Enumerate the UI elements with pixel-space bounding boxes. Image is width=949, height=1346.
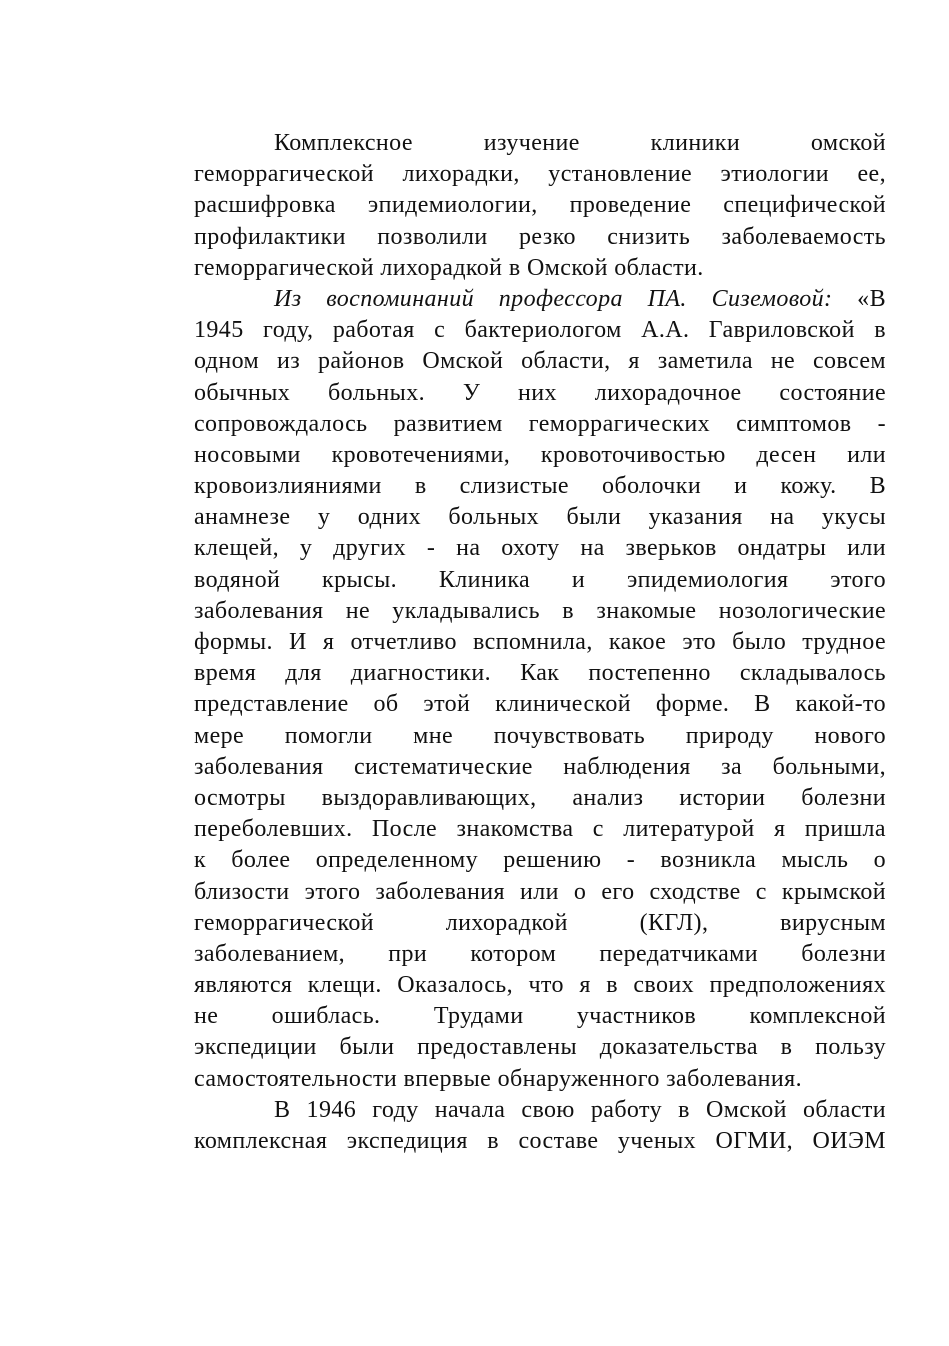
text-line: сопровождалось развитием геморрагических симптомов -	[194, 410, 886, 437]
quote-open: «В	[832, 285, 886, 312]
text-line: к более определенному решению - возникла мысль о	[194, 847, 886, 874]
text-line: клещей, у других - на охоту на зверьков ондатры или	[194, 535, 886, 562]
text-line: заболевания систематические наблюдения за больными,	[194, 753, 886, 780]
text-line: Комплексное изучение клиники омской	[274, 130, 886, 156]
text-line: обычных больных. У них лихорадочное состояние	[194, 379, 886, 406]
text-line: геморрагической лихорадкой в Омской области.	[194, 254, 704, 281]
text-line: близости этого заболевания или о его сходстве с крымской	[194, 878, 886, 905]
paragraph-2	[194, 284, 886, 1095]
text-line: геморрагической лихорадки, установление этиологии ее,	[194, 161, 886, 188]
text-line: профилактики позволили резко снизить заболеваемость	[194, 223, 886, 250]
text-line: экспедиции были предоставлены доказательства в пользу	[194, 1034, 886, 1061]
text-line: геморрагической лихорадкой (КГЛ), вирусным	[194, 909, 886, 936]
text-line: анамнезе у одних больных были указания на укусы	[194, 504, 886, 531]
text-line: представление об этой клинической форме. В какой-то	[194, 691, 886, 718]
text-line: заболеванием, при котором передатчиками болезни	[194, 940, 886, 967]
text-line: переболевших. После знакомства с литературой я пришла	[194, 816, 886, 843]
paragraph-1	[194, 128, 886, 284]
text-line: кровоизлияниями в слизистые оболочки и кожу. В	[194, 473, 886, 500]
text-line: водяной крысы. Клиника и эпидемиология этого	[194, 566, 886, 593]
text-line: самостоятельности впервые обнаруженного заболевания.	[194, 1065, 802, 1092]
text-line: комплексная экспедиция в составе ученых ОГМИ, ОИЭМ	[194, 1128, 886, 1154]
text-line: не ошиблась. Трудами участников комплексной	[194, 1003, 886, 1030]
text-line: формы. И я отчетливо вспомнила, какое это было трудное	[194, 629, 886, 655]
paragraph-3	[194, 1095, 886, 1157]
text-line: В 1946 году начала свою работу в Омской области	[274, 1096, 886, 1123]
document-page	[194, 128, 886, 1157]
quote-attribution: Из воспоминаний профессора ПА. Сиземовой:	[274, 285, 833, 312]
text-line: мере помогли мне почувствовать природу нового	[194, 722, 886, 749]
text-line: носовыми кровотечениями, кровоточивостью десен или	[194, 441, 886, 468]
text-line: одном из районов Омской области, я заметила не совсем	[194, 348, 886, 375]
text-line: заболевания не укладывались в знакомые нозологические	[194, 597, 886, 624]
text-line: 1945 году, работая с бактериологом А.А. Гавриловской в	[194, 317, 886, 344]
text-line: расшифровка эпидемиологии, проведение специфической	[194, 192, 886, 219]
text-line: время для диагностики. Как постепенно складывалось	[194, 660, 886, 687]
text-line: осмотры выздоравливающих, анализ истории болезни	[194, 784, 886, 811]
text-line	[194, 284, 886, 315]
text-line: являются клещи. Оказалось, что я в своих предположениях	[194, 972, 886, 999]
